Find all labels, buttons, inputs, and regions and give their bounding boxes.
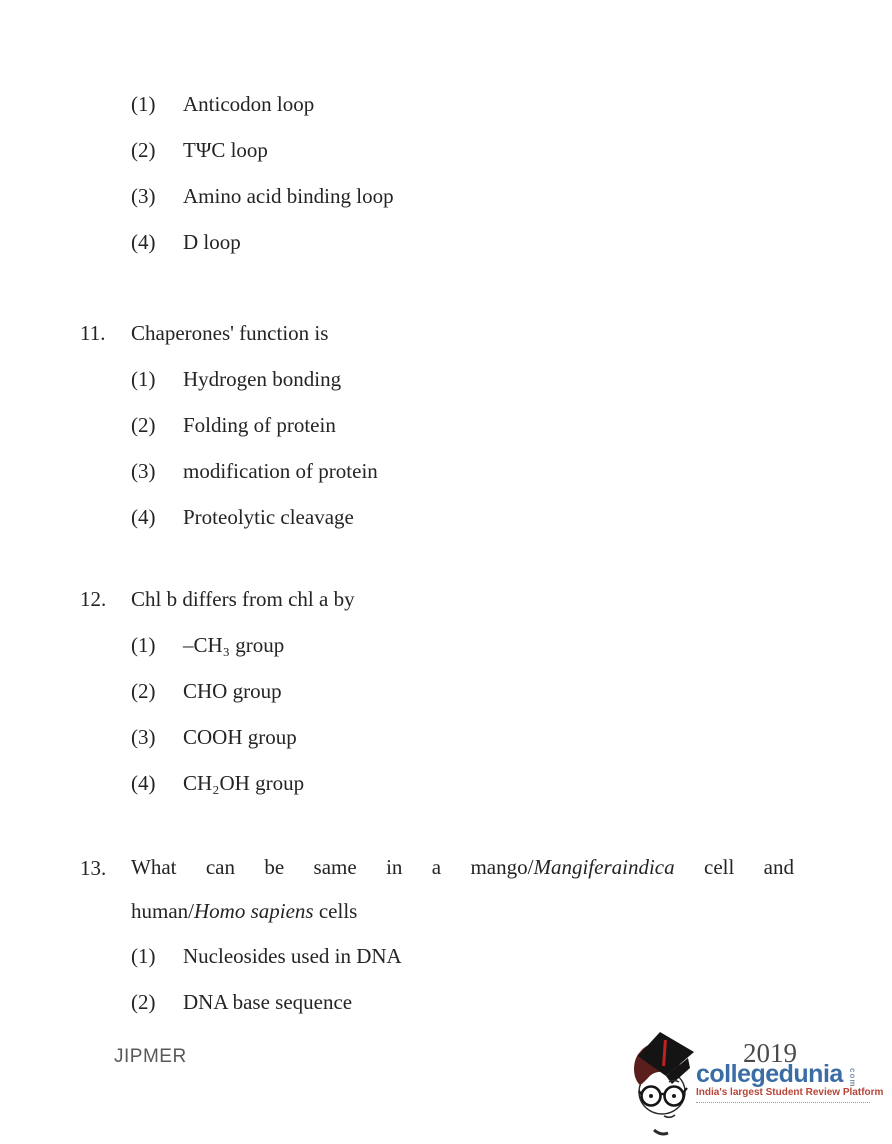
option-label: (3) [131, 725, 156, 749]
option-label: (4) [131, 505, 156, 529]
option-text: Anticodon loop [183, 92, 315, 116]
collegedunia-tagline: India's largest Student Review Platform [696, 1087, 870, 1103]
option-row [131, 127, 794, 173]
option-label: (2) [131, 413, 156, 437]
option-row [131, 356, 794, 402]
option-row [131, 979, 794, 1025]
option-text: DNA base sequence [183, 990, 353, 1014]
option-text: D loop [183, 230, 241, 254]
option-row [131, 494, 794, 540]
option-row [131, 448, 794, 494]
collegedunia-logo [630, 1030, 884, 1140]
option-text: CH₂OH group [183, 771, 305, 795]
footer-exam-name: JIPMER [114, 1046, 187, 1067]
option-text: TΨC loop [183, 138, 268, 162]
question-text-line2: human/Homo sapiens cells [131, 899, 358, 923]
option-text: Folding of protein [183, 413, 336, 437]
option-text: Nucleosides used in DNA [183, 944, 402, 968]
option-label: (1) [131, 633, 156, 657]
question-heading [80, 576, 794, 622]
option-label: (4) [131, 230, 156, 254]
option-row [131, 933, 794, 979]
option-label: (2) [131, 990, 156, 1014]
question-text-line1: What can be same in a mango/Mangiferaindica cell and [131, 855, 794, 879]
collegedunia-mascot-icon [630, 1030, 700, 1138]
option-text: COOH group [183, 725, 297, 749]
option-text: CHO group [183, 679, 282, 703]
question-number: 12. [80, 587, 107, 611]
question-heading [80, 845, 794, 933]
option-label: (1) [131, 367, 156, 391]
option-text: Proteolytic cleavage [183, 505, 354, 529]
option-row [131, 81, 794, 127]
question-number: 11. [80, 321, 106, 345]
question-text [131, 845, 794, 933]
species-name-italic: Homo sapiens [194, 899, 314, 923]
option-label: (1) [131, 92, 156, 116]
option-row [131, 668, 794, 714]
question-10-options [80, 81, 794, 265]
option-row [131, 219, 794, 265]
option-row [131, 714, 794, 760]
question-text: Chaperones' function is [131, 321, 329, 345]
option-label: (4) [131, 771, 156, 795]
question-12 [80, 576, 794, 806]
option-label: (2) [131, 679, 156, 703]
option-label: (3) [131, 184, 156, 208]
footer-year: 2019 [743, 1038, 797, 1068]
option-row [131, 402, 794, 448]
option-text: –CH₃ group [183, 633, 285, 657]
question-text: Chl b differs from chl a by [131, 587, 355, 611]
species-name-italic: Mangiferaindica [533, 855, 675, 879]
option-label: (1) [131, 944, 156, 968]
collegedunia-brand-text: collegedunia [696, 1060, 843, 1088]
question-heading [80, 310, 794, 356]
question-11 [80, 310, 794, 540]
option-label: (2) [131, 138, 156, 162]
option-text: modification of protein [183, 459, 378, 483]
option-label: (3) [131, 459, 156, 483]
question-number: 13. [80, 856, 107, 880]
option-row [131, 173, 794, 219]
option-row [131, 760, 794, 806]
option-row [131, 622, 794, 668]
option-text: Amino acid binding loop [183, 184, 394, 208]
question-13 [80, 845, 794, 1025]
collegedunia-brand-tld: com [848, 1068, 857, 1088]
option-text: Hydrogen bonding [183, 367, 342, 391]
